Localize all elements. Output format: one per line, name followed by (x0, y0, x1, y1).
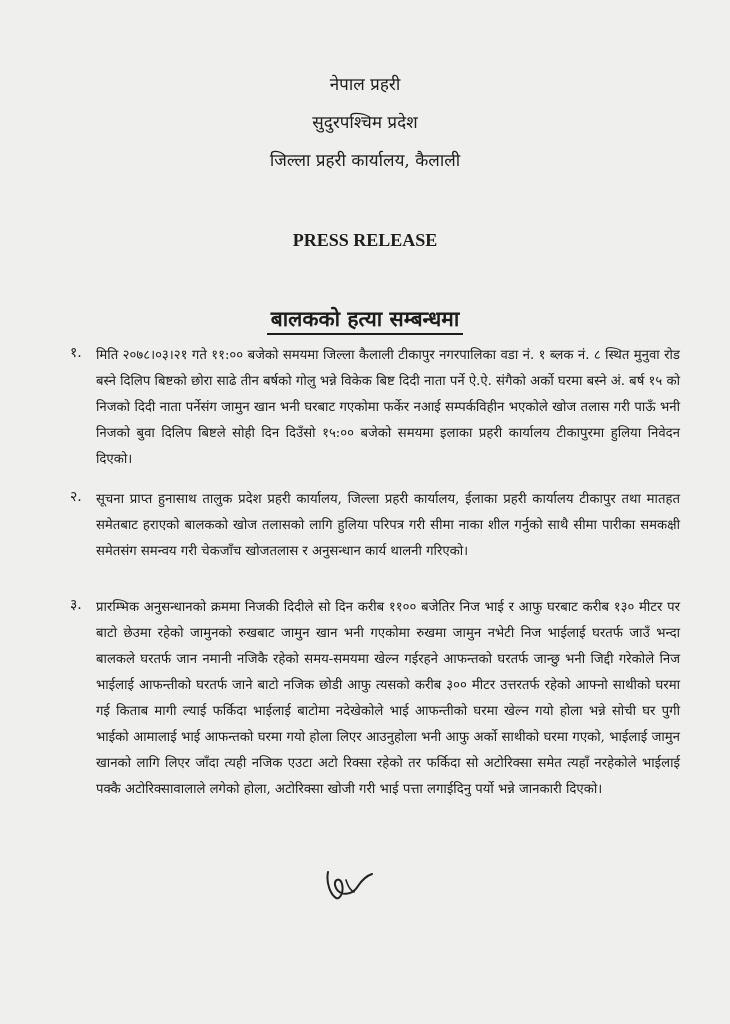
paragraph-number: २. (70, 489, 82, 505)
subject-heading (0, 305, 730, 333)
paragraph-number: १. (70, 345, 82, 361)
press-release-title: PRESS RELEASE (292, 230, 438, 250)
signature (318, 862, 378, 910)
letterhead (0, 66, 730, 180)
header-office: जिल्ला प्रहरी कार्यालय, कैलाली (269, 151, 461, 171)
header-org: नेपाल प्रहरी (329, 75, 401, 95)
header-province: सुदुरपश्चिम प्रदेश (312, 113, 418, 133)
paragraph-text: सूचना प्राप्त हुनासाथ तालुक प्रदेश प्रहरी कार्यालय, जिल्ला प्रहरी कार्यालय, ईलाका प्रहरी कार्यालय टीकापुर तथा मातहत समेतबाट हराएको बालकको खोज तलासको लागि हुलिया परिपत्र गरी सीमा नाका शील गर्नुको साथै सीमा पारीका समकक्षी समेतसंग समन्वय गरी चेकजाँच खोजतलास र अनुसन्धान कार्य थालनी गरिएको। (96, 492, 680, 559)
paragraph-text: प्रारम्भिक अनुसन्धानको क्रममा निजकी दिदीले सो दिन करीब ११०० बजेतिर निज भाई र आफु घरबाट करीब १३० मीटर पर बाटो छेउमा रहेको जामुनको रुखबाट जामुन खान भनी गएकोमा रुखमा जामुन नभेटी निज भाईलाई घरतर्फ जाउँ भन्दा बालकले घरतर्फ जान नमानी नजिकै रहेको समय-समयमा खेल्न गईरहने आफन्तको घरतर्फ जान्छु भनी जिद्दी गरेकोले निज भाईलाई आफन्तीको घरतर्फ जाने बाटो नजिक छोडी आफु त्यसको करीब ३०० मीटर उत्तरतर्फ रहेको आफ्नो साथीको घरमा गई किताब मागी ल्याई फर्किदा भाईलाई बाटोमा नदेखेकोले भाई आफन्तीको घरमा खेल्न गयो होला भन्ने सोची घर पुगी भाईको आमालाई भाई आफन्तको घरमा गयो होला लिएर आउनुहोला भनी आफु अर्को साथीको घरमा गएको, भाईलाई जामुन खानको लागि लिएर जाँदा त्यही नजिक एउटा अटो रिक्सा रहेको तर फर्किदा सो अटोरिक्सा समेत त्यहाँ नरहेकोले भाईलाई पक्कै अटोरिक्सावालाले लगेको होला, अटोरिक्सा खोजी गरी भाई पत्ता लगाईदिनु पर्यो भन्ने जानकारी दिएको। (96, 600, 680, 797)
paragraph-text: मिति २०७८।०३।२१ गते ११:०० बजेको समयमा जिल्ला कैलाली टीकापुर नगरपालिका वडा नं. १ ब्लक नं. ८ स्थित मुनुवा रोड बस्ने दिलिप बिष्टको छोरा साढे तीन बर्षको गोलु भन्ने विकेक बिष्ट दिदी नाता पर्ने ऐ.ऐ. संगैको अर्को घरमा बस्ने अं. बर्ष १५ को निजको दिदी नाता पर्नेसंग जामुन खान भनी घरबाट गएकोमा फर्केर नआई सम्पर्कविहीन भएकोले खोज तलास गरी पाऊँ भनी निजको बुवा दिलिप बिष्टले सोही दिन दिउँसो १५:०० बजेको समयमा इलाका प्रहरी कार्यालय टीकापुरमा हुलिया निवेदन दिएको। (96, 348, 680, 467)
subject-text: बालकको हत्या सम्बन्धमा (267, 306, 464, 335)
paragraph-number: ३. (70, 597, 82, 613)
